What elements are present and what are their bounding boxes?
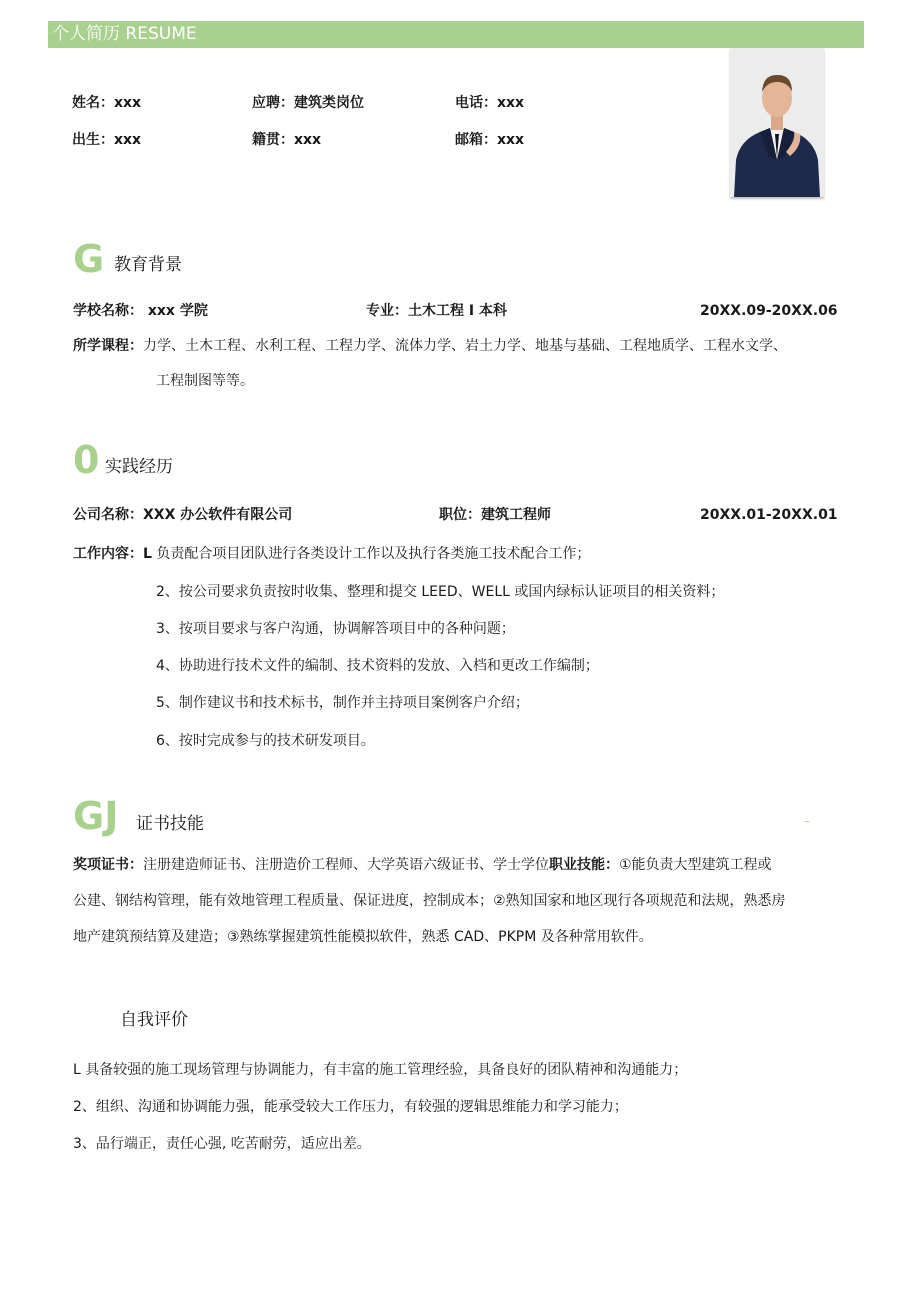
practice-letter: 0	[73, 438, 100, 482]
self-eval-item-3: 3、品行端正，责任心强, 吃苦耐劳，适应出差。	[73, 1136, 371, 1152]
resume-banner: 个人简历 RESUME	[48, 21, 864, 48]
info-position: 应聘：建筑类岗位	[252, 95, 364, 111]
practice-item-1	[73, 546, 590, 563]
courses-label: 所学课程：	[73, 338, 143, 354]
skill-label: 职业技能：	[549, 857, 619, 873]
education-major: 专业：土木工程 I 本科	[366, 303, 507, 319]
education-courses	[73, 338, 787, 355]
info-birth: 出生：xxx	[72, 132, 142, 148]
practice-date: 20XX.01-20XX.01	[700, 507, 838, 523]
practice-item-5: 5、制作建议书和技术标书，制作并主持项目案例客户介绍；	[156, 695, 529, 711]
skills-line-3: 地产建筑预结算及建造；③熟练掌握建筑性能模拟软件，熟悉 CAD、PKPM 及各种常用软件。	[73, 929, 653, 945]
education-courses-cont: 工程制图等等。	[156, 373, 254, 389]
info-email: 邮箱：xxx	[455, 132, 525, 148]
skills-line-2: 公建、钢结构管理，能有效地管理工程质量、保证进度，控制成本；②熟知国家和地区现行各项规范和法规，熟悉房	[73, 893, 786, 909]
item1-prefix: L	[143, 546, 152, 562]
person-portrait-icon	[730, 48, 824, 197]
practice-item-3: 3、按项目要求与客户沟通，协调解答项目中的各种问题；	[156, 621, 515, 637]
skills-line-1	[73, 857, 772, 874]
practice-item-6: 6、按时完成参与的技术研发项目。	[156, 733, 375, 749]
practice-item-4: 4、协助进行技术文件的编制、技术资料的发放、入档和更改工作编制；	[156, 658, 599, 674]
self-eval-item-2: 2、组织、沟通和协调能力强，能承受较大工作压力，有较强的逻辑思维能力和学习能力；	[73, 1099, 628, 1115]
info-phone: 电话：xxx	[455, 95, 525, 111]
info-name: 姓名：xxx	[72, 95, 142, 111]
education-letter: G	[73, 237, 105, 281]
self-eval-item-1: L 具备较强的施工现场管理与协调能力，有丰富的施工管理经验，具备良好的团队精神和沟通能力；	[73, 1062, 688, 1078]
education-title: 教育背景	[114, 255, 182, 275]
practice-title: 实践经历	[105, 457, 173, 477]
skills-title: 证书技能	[136, 814, 204, 834]
practice-company: 公司名称：XXX 办公软件有限公司	[73, 507, 293, 523]
skill-text: ①能负责大型建筑工程或	[619, 857, 772, 873]
cert-text: 注册建造师证书、注册造价工程师、大学英语六级证书、学士学位	[143, 857, 549, 873]
cert-label: 奖项证书：	[73, 857, 143, 873]
skills-letter: GJ	[73, 794, 119, 838]
skills-dash: –	[804, 814, 810, 828]
self-eval-title: 自我评价	[120, 1010, 188, 1030]
item1-text: 负责配合项目团队进行各类设计工作以及执行各类施工技术配合工作；	[151, 546, 591, 562]
practice-role: 职位：建筑工程师	[439, 507, 551, 523]
education-date: 20XX.09-20XX.06	[700, 303, 838, 319]
courses-text: 力学、土木工程、水利工程、工程力学、流体力学、岩土力学、地基与基础、工程地质学、工程水文学、	[143, 338, 787, 354]
profile-photo	[730, 48, 824, 197]
info-origin: 籍贯：xxx	[252, 132, 322, 148]
practice-item-2: 2、按公司要求负责按时收集、整理和提交 LEED、WELL 或国内绿标认证项目的相关资料；	[156, 584, 725, 600]
content-label: 工作内容：	[73, 546, 143, 562]
education-school: 学校名称： xxx 学院	[73, 303, 208, 319]
